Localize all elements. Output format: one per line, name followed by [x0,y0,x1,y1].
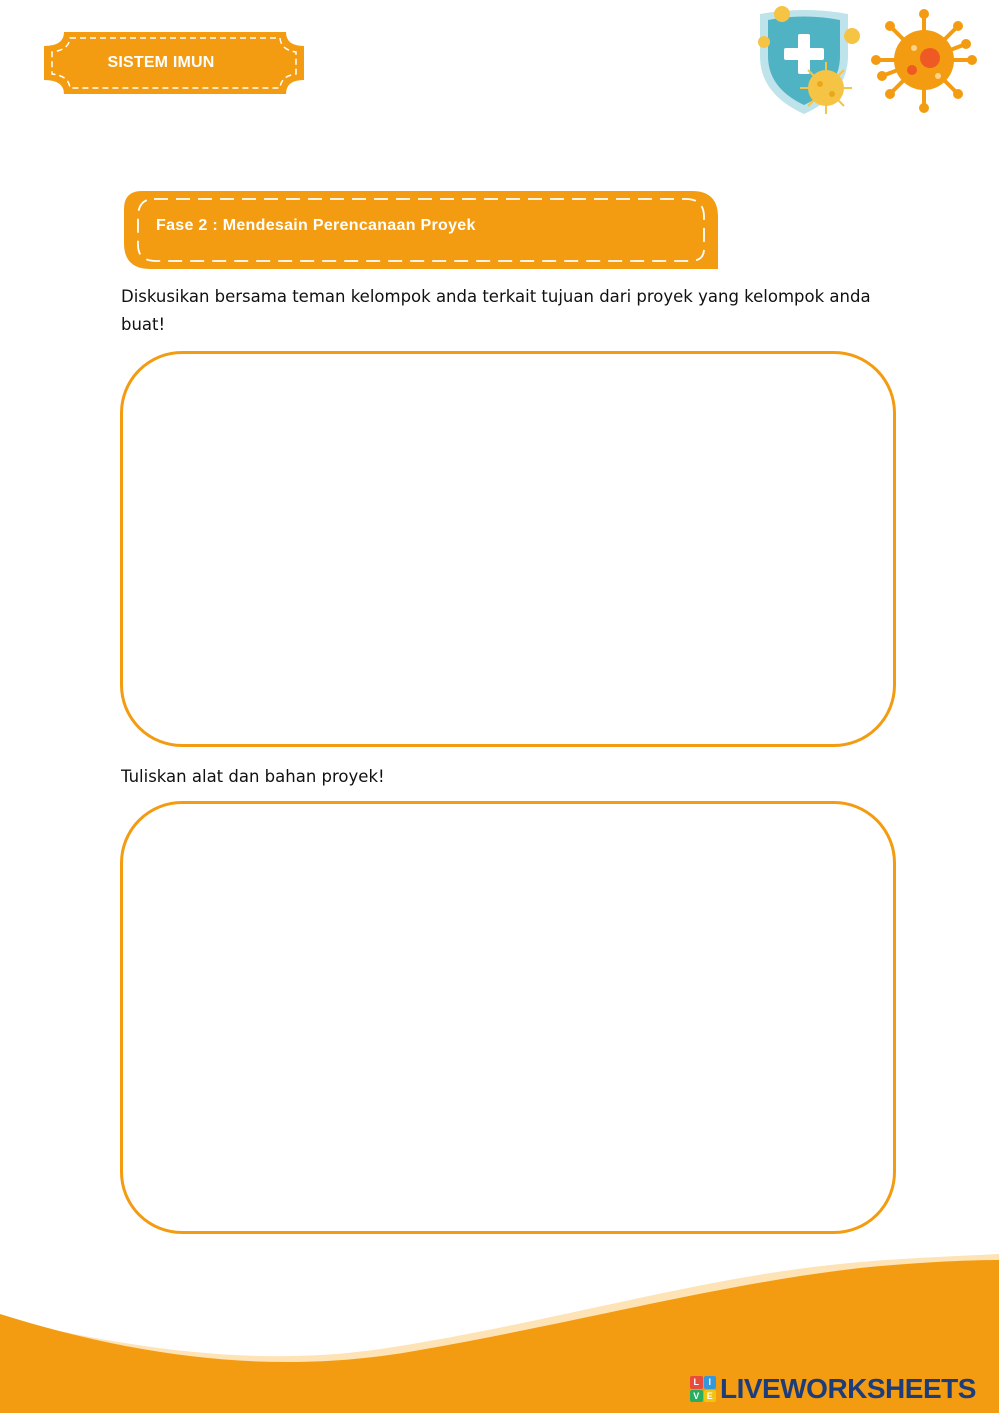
phase-banner [124,191,718,271]
answer-box-goal[interactable] [120,351,896,747]
shield-plus-icon [758,6,860,114]
question-prompt-materials: Tuliskan alat dan bahan proyek! [121,767,385,786]
immune-illustration [748,0,988,120]
topic-badge [44,32,304,94]
virus-icon [871,9,977,113]
brand-name: LIVEWORKSHEETS [720,1373,976,1404]
answer-box-materials[interactable] [120,801,896,1234]
logo-letter: E [704,1390,717,1403]
question-prompt-goal: Diskusikan bersama teman kelompok anda terkait tujuan dari proyek yang kelompok anda buat! [121,287,871,334]
liveworksheets-logo-icon [690,1376,716,1402]
topic-label: SISTEM IMUN [107,54,215,71]
logo-letter: V [690,1390,703,1403]
brand [690,1372,976,1406]
phase-title: Fase 2 : Mendesain Perencanaan Proyek [156,217,476,234]
logo-letter: I [704,1376,717,1389]
logo-letter: L [690,1376,703,1389]
